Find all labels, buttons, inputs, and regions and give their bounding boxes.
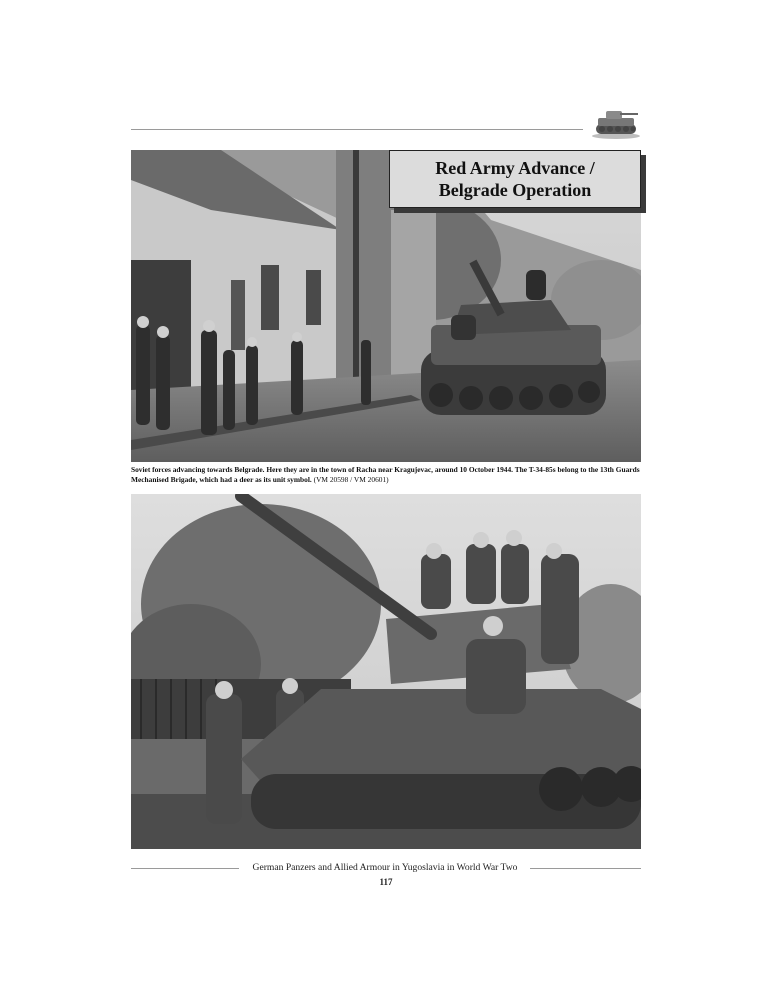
footer-rule-right xyxy=(530,868,641,869)
caption-reference: (VM 20598 / VM 20601) xyxy=(313,475,389,484)
caption-text: Soviet forces advancing towards Belgrade. Here they are in the town of Racha near Kragujevac, around 10 October 1944. The T-34-85s belong to the 13th Guards Mechanised Brigade, which had a deer as its unit symbol. xyxy=(131,465,640,484)
page-number: 117 xyxy=(379,877,393,887)
photo-self-propelled-gun xyxy=(131,494,641,849)
section-title-line2: Belgrade Operation xyxy=(438,180,592,200)
footer-rule-left xyxy=(131,868,239,869)
header-rule xyxy=(131,129,583,130)
footer-book-title: German Panzers and Allied Armour in Yugoslavia in World War Two xyxy=(252,862,518,873)
section-title-box xyxy=(389,150,641,208)
section-title-line1: Red Army Advance / xyxy=(435,158,595,178)
tank-icon xyxy=(590,106,642,140)
photo-caption xyxy=(131,465,643,485)
